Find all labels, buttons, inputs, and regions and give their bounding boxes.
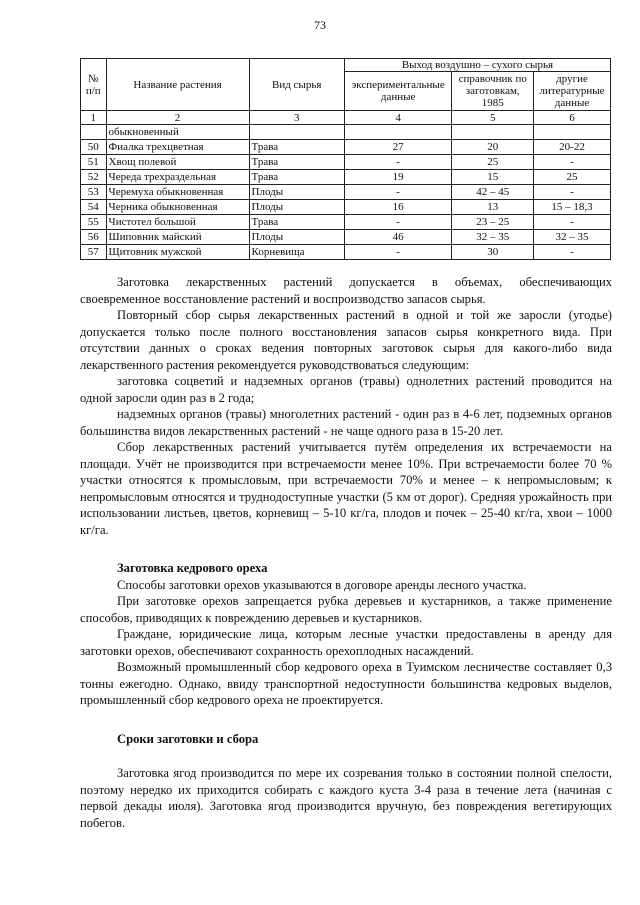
body-text [80, 274, 612, 831]
column-number: 4 [344, 111, 452, 125]
row-plant-name: Черемуха обыкновенная [106, 185, 249, 200]
row-reference: 25 [452, 155, 534, 170]
table-header-row [81, 59, 611, 72]
row-raw-kind: Плоды [249, 200, 344, 215]
header-raw-kind: Вид сырья [249, 59, 344, 111]
row-reference: 20 [452, 140, 534, 155]
row-raw-kind: Трава [249, 155, 344, 170]
spacer [80, 709, 612, 731]
table-row [81, 230, 611, 245]
table-row [81, 185, 611, 200]
row-raw-kind [249, 125, 344, 140]
row-literature: - [534, 215, 611, 230]
table-row [81, 245, 611, 260]
row-num: 50 [81, 140, 107, 155]
paragraph: Повторный сбор сырья лекарственных растений в одной и той же заросли (угодье) допускается только после полного восстановления запасов сырья конкретного вида. При отсутствии данных о сроках ведения повторных заготовок сырья для какого-либо вида лекарственного растения рекомендуется руководствоваться следующим: [80, 308, 612, 372]
paragraph: заготовка соцветий и надземных органов (травы) однолетних растений проводится на одной заросли один раз в 2 года; [80, 374, 612, 405]
table-row [81, 125, 611, 140]
column-number: 1 [81, 111, 107, 125]
row-plant-name: Шиповник майский [106, 230, 249, 245]
row-plant-name: Черника обыкновенная [106, 200, 249, 215]
row-num [81, 125, 107, 140]
row-reference: 13 [452, 200, 534, 215]
table-row [81, 155, 611, 170]
row-reference: 30 [452, 245, 534, 260]
row-experimental: 46 [344, 230, 452, 245]
header-plant-name: Название растения [106, 59, 249, 111]
row-literature: 32 – 35 [534, 230, 611, 245]
row-reference: 23 – 25 [452, 215, 534, 230]
row-reference: 15 [452, 170, 534, 185]
table-row [81, 200, 611, 215]
column-number: 6 [534, 111, 611, 125]
paragraph: При заготовке орехов запрещается рубка деревьев и кустарников, а также применение способов, приводящих к повреждению деревьев и кустарников. [80, 594, 612, 625]
row-num: 52 [81, 170, 107, 185]
row-reference: 32 – 35 [452, 230, 534, 245]
row-plant-name: Щитовник мужской [106, 245, 249, 260]
row-literature: - [534, 155, 611, 170]
row-literature: 15 – 18,3 [534, 200, 611, 215]
header-experimental: экспериментальные данные [344, 72, 452, 111]
row-reference: 42 – 45 [452, 185, 534, 200]
paragraph: Заготовка ягод производится по мере их созревания только в состоянии полной спелости, поэтому нередко их приходится собирать с каждого куста 3-4 раза в течение лета (начиная с первой декады июля). Заготовка ягод производится вручную, без повреждения вегетирующих побегов. [80, 766, 612, 830]
spacer [80, 747, 612, 765]
column-number: 2 [106, 111, 249, 125]
header-num: № п/п [81, 59, 107, 111]
paragraph: Способы заготовки орехов указываются в договоре аренды лесного участка. [117, 577, 527, 592]
row-num: 55 [81, 215, 107, 230]
row-raw-kind: Корневища [249, 245, 344, 260]
row-num: 51 [81, 155, 107, 170]
row-raw-kind: Трава [249, 215, 344, 230]
row-experimental: 19 [344, 170, 452, 185]
row-experimental: - [344, 215, 452, 230]
row-num: 56 [81, 230, 107, 245]
row-reference [452, 125, 534, 140]
row-literature: - [534, 245, 611, 260]
spacer [80, 538, 612, 560]
section-heading-terms: Сроки заготовки и сбора [117, 731, 259, 746]
row-literature [534, 125, 611, 140]
table-row [81, 215, 611, 230]
row-num: 57 [81, 245, 107, 260]
section-heading-cedar: Заготовка кедрового ореха [117, 561, 268, 575]
row-plant-name: обыкновенный [106, 125, 249, 140]
plant-yield-table [80, 58, 611, 260]
page-number: 73 [314, 18, 326, 32]
row-num: 54 [81, 200, 107, 215]
header-yield-group: Выход воздушно – сухого сырья [344, 59, 610, 72]
row-literature: 20-22 [534, 140, 611, 155]
row-experimental [344, 125, 452, 140]
column-number: 5 [452, 111, 534, 125]
column-number-row [81, 111, 611, 125]
paragraph: Граждане, юридические лица, которым лесные участки предоставлены в аренду для заготовки орехов, обеспечивают сохранность орехоплодных насаждений. [80, 627, 612, 658]
row-experimental: 27 [344, 140, 452, 155]
row-raw-kind: Плоды [249, 230, 344, 245]
row-experimental: 16 [344, 200, 452, 215]
row-experimental: - [344, 245, 452, 260]
row-raw-kind: Плоды [249, 185, 344, 200]
paragraph: Возможный промышленный сбор кедрового ореха в Туимском лесничестве составляет 0,3 тонны ежегодно. Однако, ввиду транспортной недоступности большинства кедровых выделов, промышленный сбор кедрового ореха не проектируется. [80, 660, 612, 707]
row-plant-name: Фиалка трехцветная [106, 140, 249, 155]
row-literature: 25 [534, 170, 611, 185]
row-plant-name: Чистотел большой [106, 215, 249, 230]
paragraph: Сбор лекарственных растений учитывается путём определения их встречаемости на площади. Учёт не производится при встречаемости менее 10%. При встречаемости более 70 % участки относятся к промысловым, при встречаемости 70% и менее – к непромысловым; к непромысловым относятся и труднодоступные участки (5 км от дорог). Средняя урожайность при использовании листьев, цветов, корневищ – 5-10 кг/га, плодов и почек – 25-40 кг/га, хвои – 1000 кг/га. [80, 440, 612, 537]
row-num: 53 [81, 185, 107, 200]
row-literature: - [534, 185, 611, 200]
table-row [81, 170, 611, 185]
row-raw-kind: Трава [249, 140, 344, 155]
row-plant-name: Череда трехраздельная [106, 170, 249, 185]
table-row [81, 140, 611, 155]
row-plant-name: Хвощ полевой [106, 155, 249, 170]
paragraph: надземных органов (травы) многолетних растений - один раз в 4-6 лет, подземных органов большинства видов лекарственных растений - не чаще одного раза в 15-20 лет. [80, 407, 612, 438]
row-raw-kind: Трава [249, 170, 344, 185]
column-number: 3 [249, 111, 344, 125]
paragraph: Заготовка лекарственных растений допускается в объемах, обеспечивающих своевременное восстановление растений и воспроизводство запасов сырья. [80, 275, 612, 306]
header-literature: другие литературные данные [534, 72, 611, 111]
header-reference: справочник по заготовкам, 1985 [452, 72, 534, 111]
row-experimental: - [344, 155, 452, 170]
row-experimental: - [344, 185, 452, 200]
